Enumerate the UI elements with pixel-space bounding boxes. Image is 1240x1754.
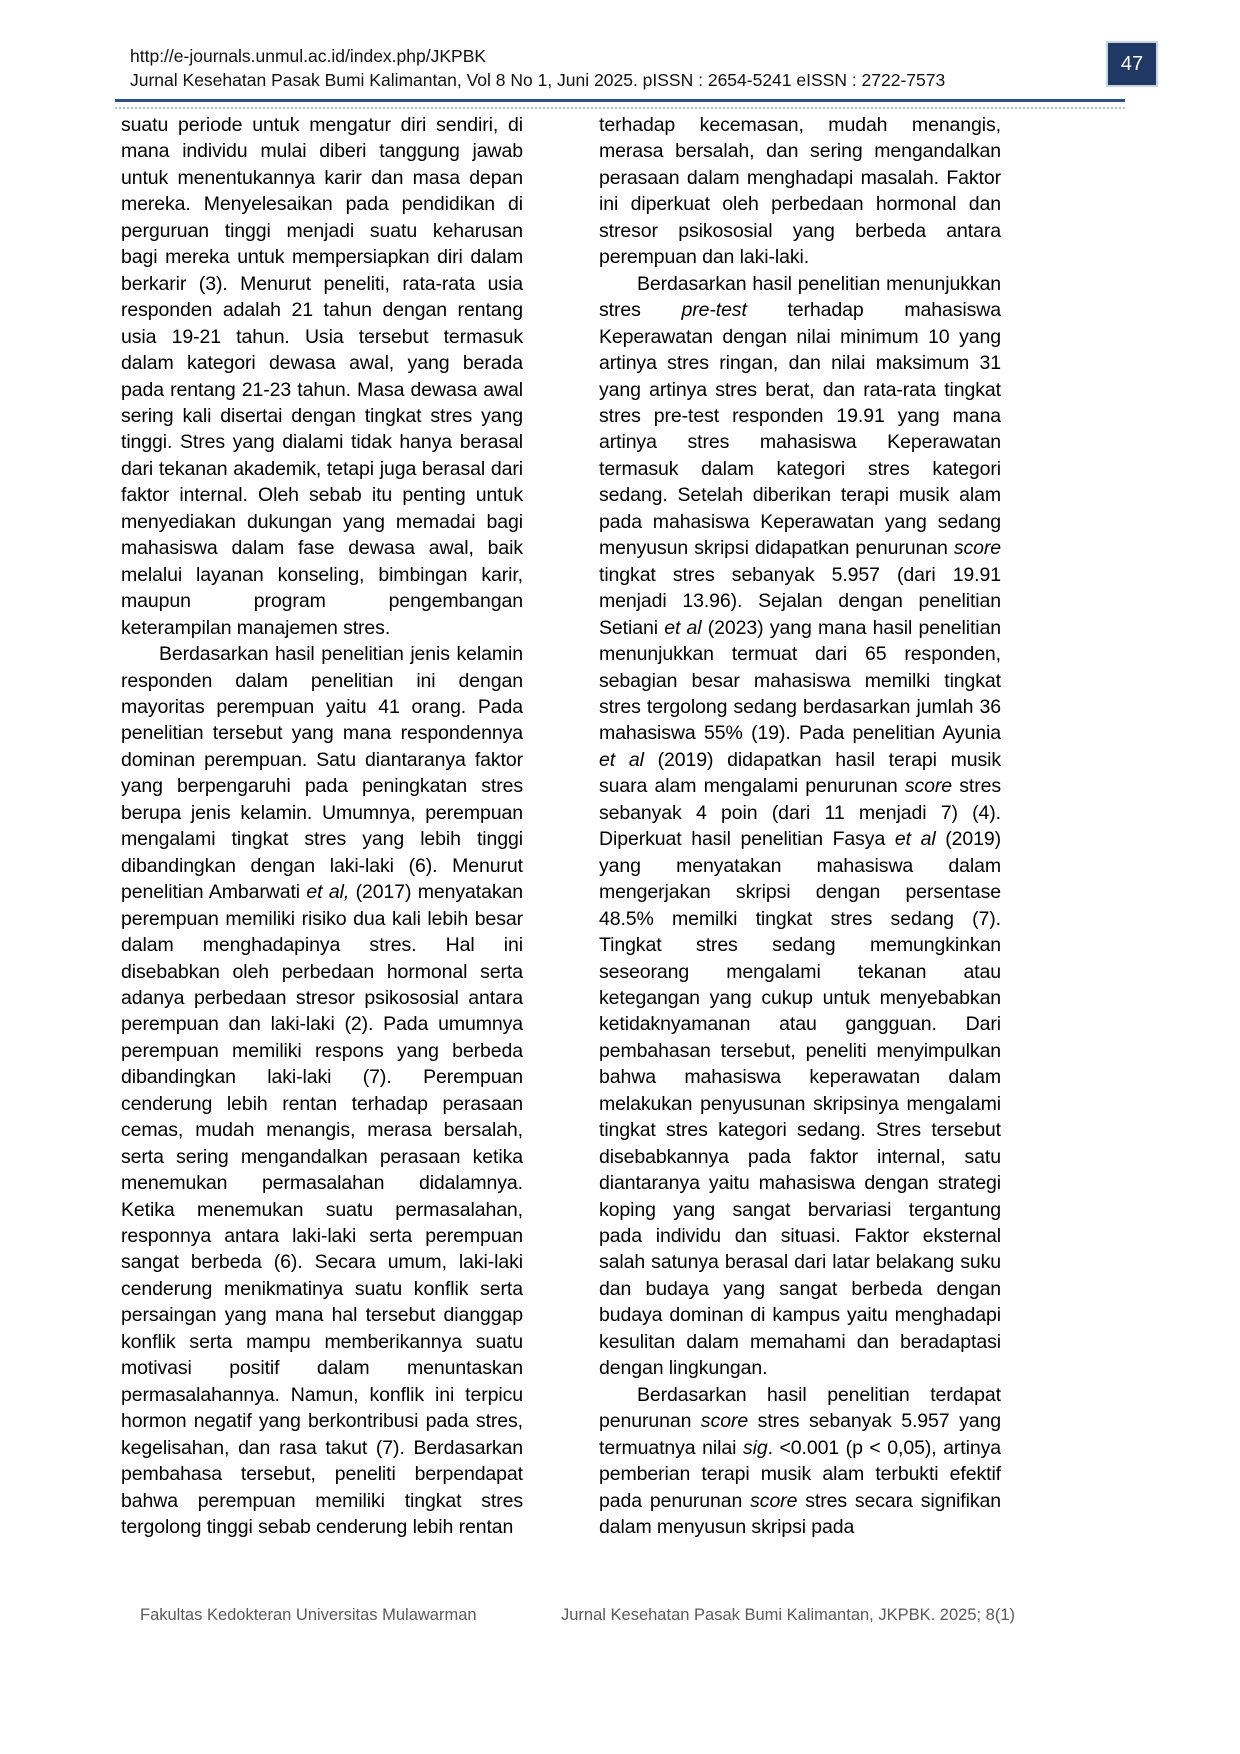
header-rule-solid-line: [115, 99, 1125, 102]
italic-text-run: et al: [599, 748, 644, 771]
text-run: stres sebanyak 4 poin (dari 11 menjadi 7) (4). Diperkuat hasil penelitian Fasya: [599, 775, 1002, 851]
text-run: suatu periode untuk mengatur diri sendiri, di mana individu mulai diberi tanggung jawab untuk menentukannya karir dan masa depan mereka. Menyelesaikan pada pendidikan di perguruan tinggi menjadi suatu keharusan bagi mereka untuk mempersiapkan diri dalam berkarir (3). Menurut peneliti, rata-rata usia responden adalah 21 tahun dengan rentang usia 19-21 tahun. Usia tersebut termasuk dalam kategori dewasa awal, yang berada pada rentang 21-23 tahun. Masa dewasa awal sering kali disertai dengan tingkat stres yang tinggi. Stres yang dialami tidak hanya berasal dari tekanan akademik, tetapi juga berasal dari faktor internal. Oleh sebab itu penting untuk menyediakan dukungan yang memadai bagi mahasiswa dalam fase dewasa awal, baik melalui layanan konseling, bimbingan karir, maupun program pengembangan keterampilan manajemen stres.: [121, 114, 523, 639]
italic-text-run: et al,: [306, 881, 350, 904]
page-header: [130, 44, 1030, 92]
italic-text-run: et al: [664, 616, 702, 639]
text-run: (2017) menyatakan perempuan memiliki risiko dua kali lebih besar dalam menghadapinya stres. Hal ini disebabkan oleh perbedaan hormonal serta adanya perbedaan stresor psikososial antara perempuan dan laki-laki (2). Pada umumnya perempuan memiliki respons yang berbeda dibandingkan laki-laki (7). Perempuan cenderung lebih rentan terhadap perasaan cemas, mudah menangis, merasa bersalah, serta sering mengandalkan perasaan ketika menemukan permasalahan didalamnya. Ketika menemukan suatu permasalahan, responnya antara laki-laki serta perempuan sangat berbeda (6). Secara umum, laki-laki cenderung menikmatinya suatu konflik serta persaingan yang mana hal tersebut dianggap konflik serta mampu memberikannya suatu motivasi positif dalam menuntaskan permasalahannya. Namun, konflik ini terpicu hormon negatif yang berkontribusi pada stres, kegelisahan, dan rasa takut (7). Berdasarkan pembahasa tersebut, peneliti berpendapat bahwa perempuan memiliki tingkat stres tergolong tinggi sebab cenderung lebih rentan: [121, 881, 523, 1539]
text-run: Berdasarkan hasil penelitian terdapat penurunan: [599, 1383, 1001, 1433]
article-body: [121, 112, 1001, 1540]
italic-text-run: score: [953, 537, 1001, 560]
left-column: [121, 112, 523, 1540]
paragraph: [121, 112, 523, 641]
header-rule: [115, 99, 1125, 109]
right-column: [599, 112, 1001, 1540]
italic-text-run: et al: [894, 828, 936, 851]
page-number-badge: 47: [1106, 41, 1158, 87]
paragraph: [121, 641, 523, 1540]
paragraph: [599, 112, 1001, 271]
page-footer: [140, 1606, 1015, 1625]
paragraph: [599, 1382, 1001, 1541]
text-run: tingkat stres sebanyak 5.957 (dari 19.91 menjadi 13.96). Sejalan dengan penelitian Setiani: [599, 563, 1001, 639]
journal-url: http://e-journals.unmul.ac.id/index.php/JKPBK: [130, 46, 487, 66]
text-run: stres sebanyak 5.957 yang termuatnya nilai: [599, 1410, 1001, 1459]
italic-text-run: score: [750, 1489, 798, 1512]
header-rule-dotted-line: [115, 107, 1125, 109]
paragraph: [599, 271, 1001, 1382]
text-run: stres secara signifikan dalam menyusun skripsi pada: [599, 1489, 1001, 1539]
text-run: (2019) didapatkan hasil terapi musik suara alam mengalami penurunan: [599, 748, 1002, 798]
italic-text-run: score: [700, 1410, 749, 1433]
footer-journal-citation: Jurnal Kesehatan Pasak Bumi Kalimantan, JKPBK. 2025; 8(1): [561, 1606, 1015, 1624]
journal-info-line: Jurnal Kesehatan Pasak Bumi Kalimantan, Vol 8 No 1, Juni 2025. pISSN : 2654-5241 eISSN : 2722-7573: [130, 70, 946, 90]
italic-text-run: score: [904, 775, 953, 798]
text-run: terhadap kecemasan, mudah menangis, merasa bersalah, dan sering mengandalkan perasaan dalam menghadapi masalah. Faktor ini diperkuat oleh perbedaan hormonal dan stresor psikososial yang berbeda antara perempuan dan laki-laki.: [599, 114, 1001, 269]
italic-text-run: pre-test: [681, 299, 747, 322]
text-run: (2023) yang mana hasil penelitian menunjukkan termuat dari 65 responden, sebagian besar mahasiswa memilki tingkat stres tergolong sedang berdasarkan jumlah 36 mahasiswa 55% (19). Pada penelitian Ayunia: [599, 616, 1001, 745]
text-run: terhadap mahasiswa Keperawatan dengan nilai minimum 10 yang artinya stres ringan, dan nilai maksimum 31 yang artinya stres berat, dan rata-rata tingkat stres pre-test responden 19.91 yang mana artinya stres mahasiswa Keperawatan termasuk dalam kategori stres kategori sedang. Setelah diberikan terapi musik alam pada mahasiswa Keperawatan yang sedang menyusun skripsi didapatkan penurunan: [599, 299, 1001, 560]
italic-text-run: sig: [742, 1436, 768, 1459]
text-run: . <0.001 (p < 0,05), artinya pemberian terapi musik alam terbukti efektif pada penurunan: [599, 1436, 1001, 1512]
text-run: (2019) yang menyatakan mahasiswa dalam mengerjakan skripsi dengan persentase 48.5% memilki tingkat stres sedang (7). Tingkat stres sedang memungkinkan seseorang mengalami tekanan atau ketegangan yang cukup untuk menyebabkan ketidaknyamanan atau gangguan. Dari pembahasan tersebut, peneliti menyimpulkan bahwa mahasiswa keperawatan dalam melakukan penyusunan skripsinya mengalami tingkat stres kategori sedang. Stres tersebut disebabkannya pada faktor internal, satu diantaranya yaitu mahasiswa dengan strategi koping yang sangat bervariasi tergantung pada individu dan situasi. Faktor eksternal salah satunya berasal dari latar belakang suku dan budaya yang sangat berbeda dengan budaya dominan di kampus yaitu menghadapi kesulitan dalam memahami dan beradaptasi dengan lingkungan.: [599, 828, 1001, 1380]
footer-affiliation: Fakultas Kedokteran Universitas Mulawarman: [140, 1606, 477, 1624]
text-run: Berdasarkan hasil penelitian jenis kelamin responden dalam penelitian ini dengan mayoritas perempuan yaitu 41 orang. Pada penelitian tersebut yang mana respondennya dominan perempuan. Satu diantaranya faktor yang berpengaruhi pada peningkatan stres berupa jenis kelamin. Umumnya, perempuan mengalami tingkat stres yang lebih tinggi dibandingkan dengan laki-laki (6). Menurut penelitian Ambarwati: [121, 643, 523, 904]
text-run: Berdasarkan hasil penelitian menunjukkan stres: [599, 272, 1001, 322]
